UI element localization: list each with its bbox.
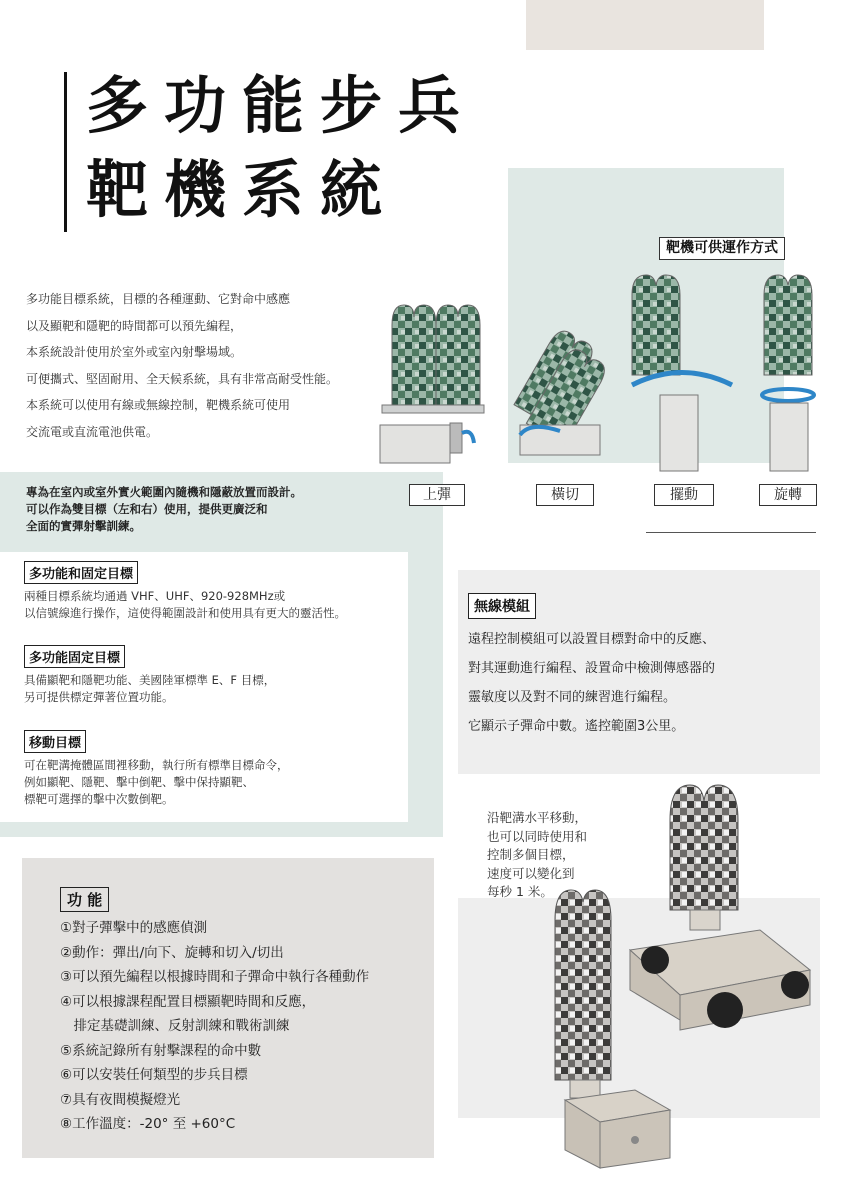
section-title: 多功能固定目標 <box>24 645 125 668</box>
wireless-title: 無線模組 <box>468 593 536 619</box>
side-note-line: 沿靶溝水平移動， <box>487 810 588 825</box>
function-item: ③可以預先編程以根據時間和子彈命中執行各種動作 <box>60 969 370 985</box>
side-note-line: 控制多個目標， <box>487 847 575 862</box>
function-item: ⑤系統記錄所有射擊課程的命中數 <box>60 1042 262 1059</box>
swing-target-icon <box>632 275 732 471</box>
design-note-line: 專為在室內或室外實火範圍內隨機和隱蔽放置而設計。 <box>26 485 302 499</box>
moving-target-illustration <box>540 780 820 1170</box>
wireless-line: 它顯示子彈命中數。遙控範圍3公里。 <box>468 719 685 734</box>
intro-line: 本系統可以使用有線或無線控制，靶機系統可使用 <box>26 398 291 412</box>
intro-line: 本系統設計使用於室外或室內射擊場域。 <box>26 345 243 359</box>
intro-text <box>26 286 406 445</box>
title-bar <box>64 72 67 232</box>
function-item: ④可以根據課程配置目標顯靶時間和反應， <box>60 993 316 1010</box>
section-multifunction-fixed <box>24 561 424 622</box>
section-title: 移動目標 <box>24 730 86 753</box>
intro-line: 可便攜式、堅固耐用、全天候系統，具有非常高耐受性能。 <box>26 371 339 386</box>
design-note-line: 可以作為雙目標（左和右）使用，提供更廣泛和 <box>26 502 268 516</box>
top-right-sand-block <box>526 0 764 50</box>
target-illustrations <box>370 265 830 480</box>
intro-line: 多功能目標系統，目標的各種運動、它對命中感應 <box>26 292 291 306</box>
popup-target-icon <box>380 305 484 463</box>
intro-line: 以及顯靶和隱靶的時間都可以預先編程， <box>26 318 243 333</box>
crossing-base-icon <box>520 425 600 455</box>
mode-label-popup: 上彈 <box>409 484 465 506</box>
mode-label-rotate: 旋轉 <box>759 484 817 506</box>
section-title: 多功能和固定目標 <box>24 561 138 584</box>
section-moving-target <box>24 730 404 808</box>
side-note-line: 也可以同時使用和 <box>487 828 588 844</box>
functions-panel <box>60 887 430 1137</box>
divider-line <box>646 532 816 533</box>
wireless-line: 靈敏度以及對不同的練習進行編程。 <box>468 690 677 705</box>
wireless-line: 遠程控制模組可以設置目標對命中的反應、 <box>468 632 716 647</box>
section-line: 具備顯靶和隱靶功能、美國陸軍標準 E、F 目標， <box>24 673 276 687</box>
section-multifunction-fixed-target <box>24 645 404 706</box>
wireless-line: 對其運動進行編程、設置命中檢測傳感器的 <box>468 661 716 676</box>
intro-line: 交流電或直流電池供電。 <box>26 424 159 439</box>
side-note-line: 每秒 1 米。 <box>487 884 553 899</box>
function-item: ①對子彈擊中的感應偵測 <box>60 920 208 936</box>
mode-label-crossing: 橫切 <box>536 484 594 506</box>
function-item: ②動作：彈出/向下、旋轉和切入/切出 <box>60 944 284 961</box>
section-line: 可在靶溝掩體區間裡移動，執行所有標準目標命令， <box>24 758 289 772</box>
wireless-module <box>468 593 808 741</box>
title-line-2: 靶機系統 <box>86 153 399 226</box>
rotate-target-icon <box>762 275 814 471</box>
design-note-line: 全面的實彈射擊訓練。 <box>26 519 141 533</box>
section-line: 以信號線進行操作，這使得範圍設計和使用具有更大的靈活性。 <box>24 606 346 620</box>
title-line-1: 多功能步兵 <box>86 69 477 142</box>
side-note-line: 速度可以變化到 <box>487 865 575 881</box>
fixed-target-icon <box>555 890 670 1168</box>
function-item: ⑥可以安裝任何類型的步兵目標 <box>60 1067 248 1083</box>
mode-label-swing: 擺動 <box>654 484 714 506</box>
robot-target-icon <box>630 785 810 1030</box>
operation-heading: 靶機可供運作方式 <box>659 237 785 260</box>
section-line: 兩種目標系統均通過 VHF、UHF、920-928MHz或 <box>24 589 286 603</box>
functions-title: 功 能 <box>60 887 109 912</box>
function-item: 排定基礎訓練、反射訓練和戰術訓練 <box>60 1018 290 1034</box>
section-line: 另可提供標定彈著位置功能。 <box>24 690 174 704</box>
function-item: ⑦具有夜間模擬燈光 <box>60 1091 181 1108</box>
design-note <box>26 484 426 535</box>
page-title <box>86 70 476 226</box>
section-line: 標靶可選擇的擊中次數倒靶。 <box>24 792 174 806</box>
section-line: 例如顯靶、隱靶、擊中倒靶、擊中保持顯靶、 <box>24 775 254 789</box>
function-item: ⑧工作溫度：-20° 至 +60°C <box>60 1116 236 1132</box>
